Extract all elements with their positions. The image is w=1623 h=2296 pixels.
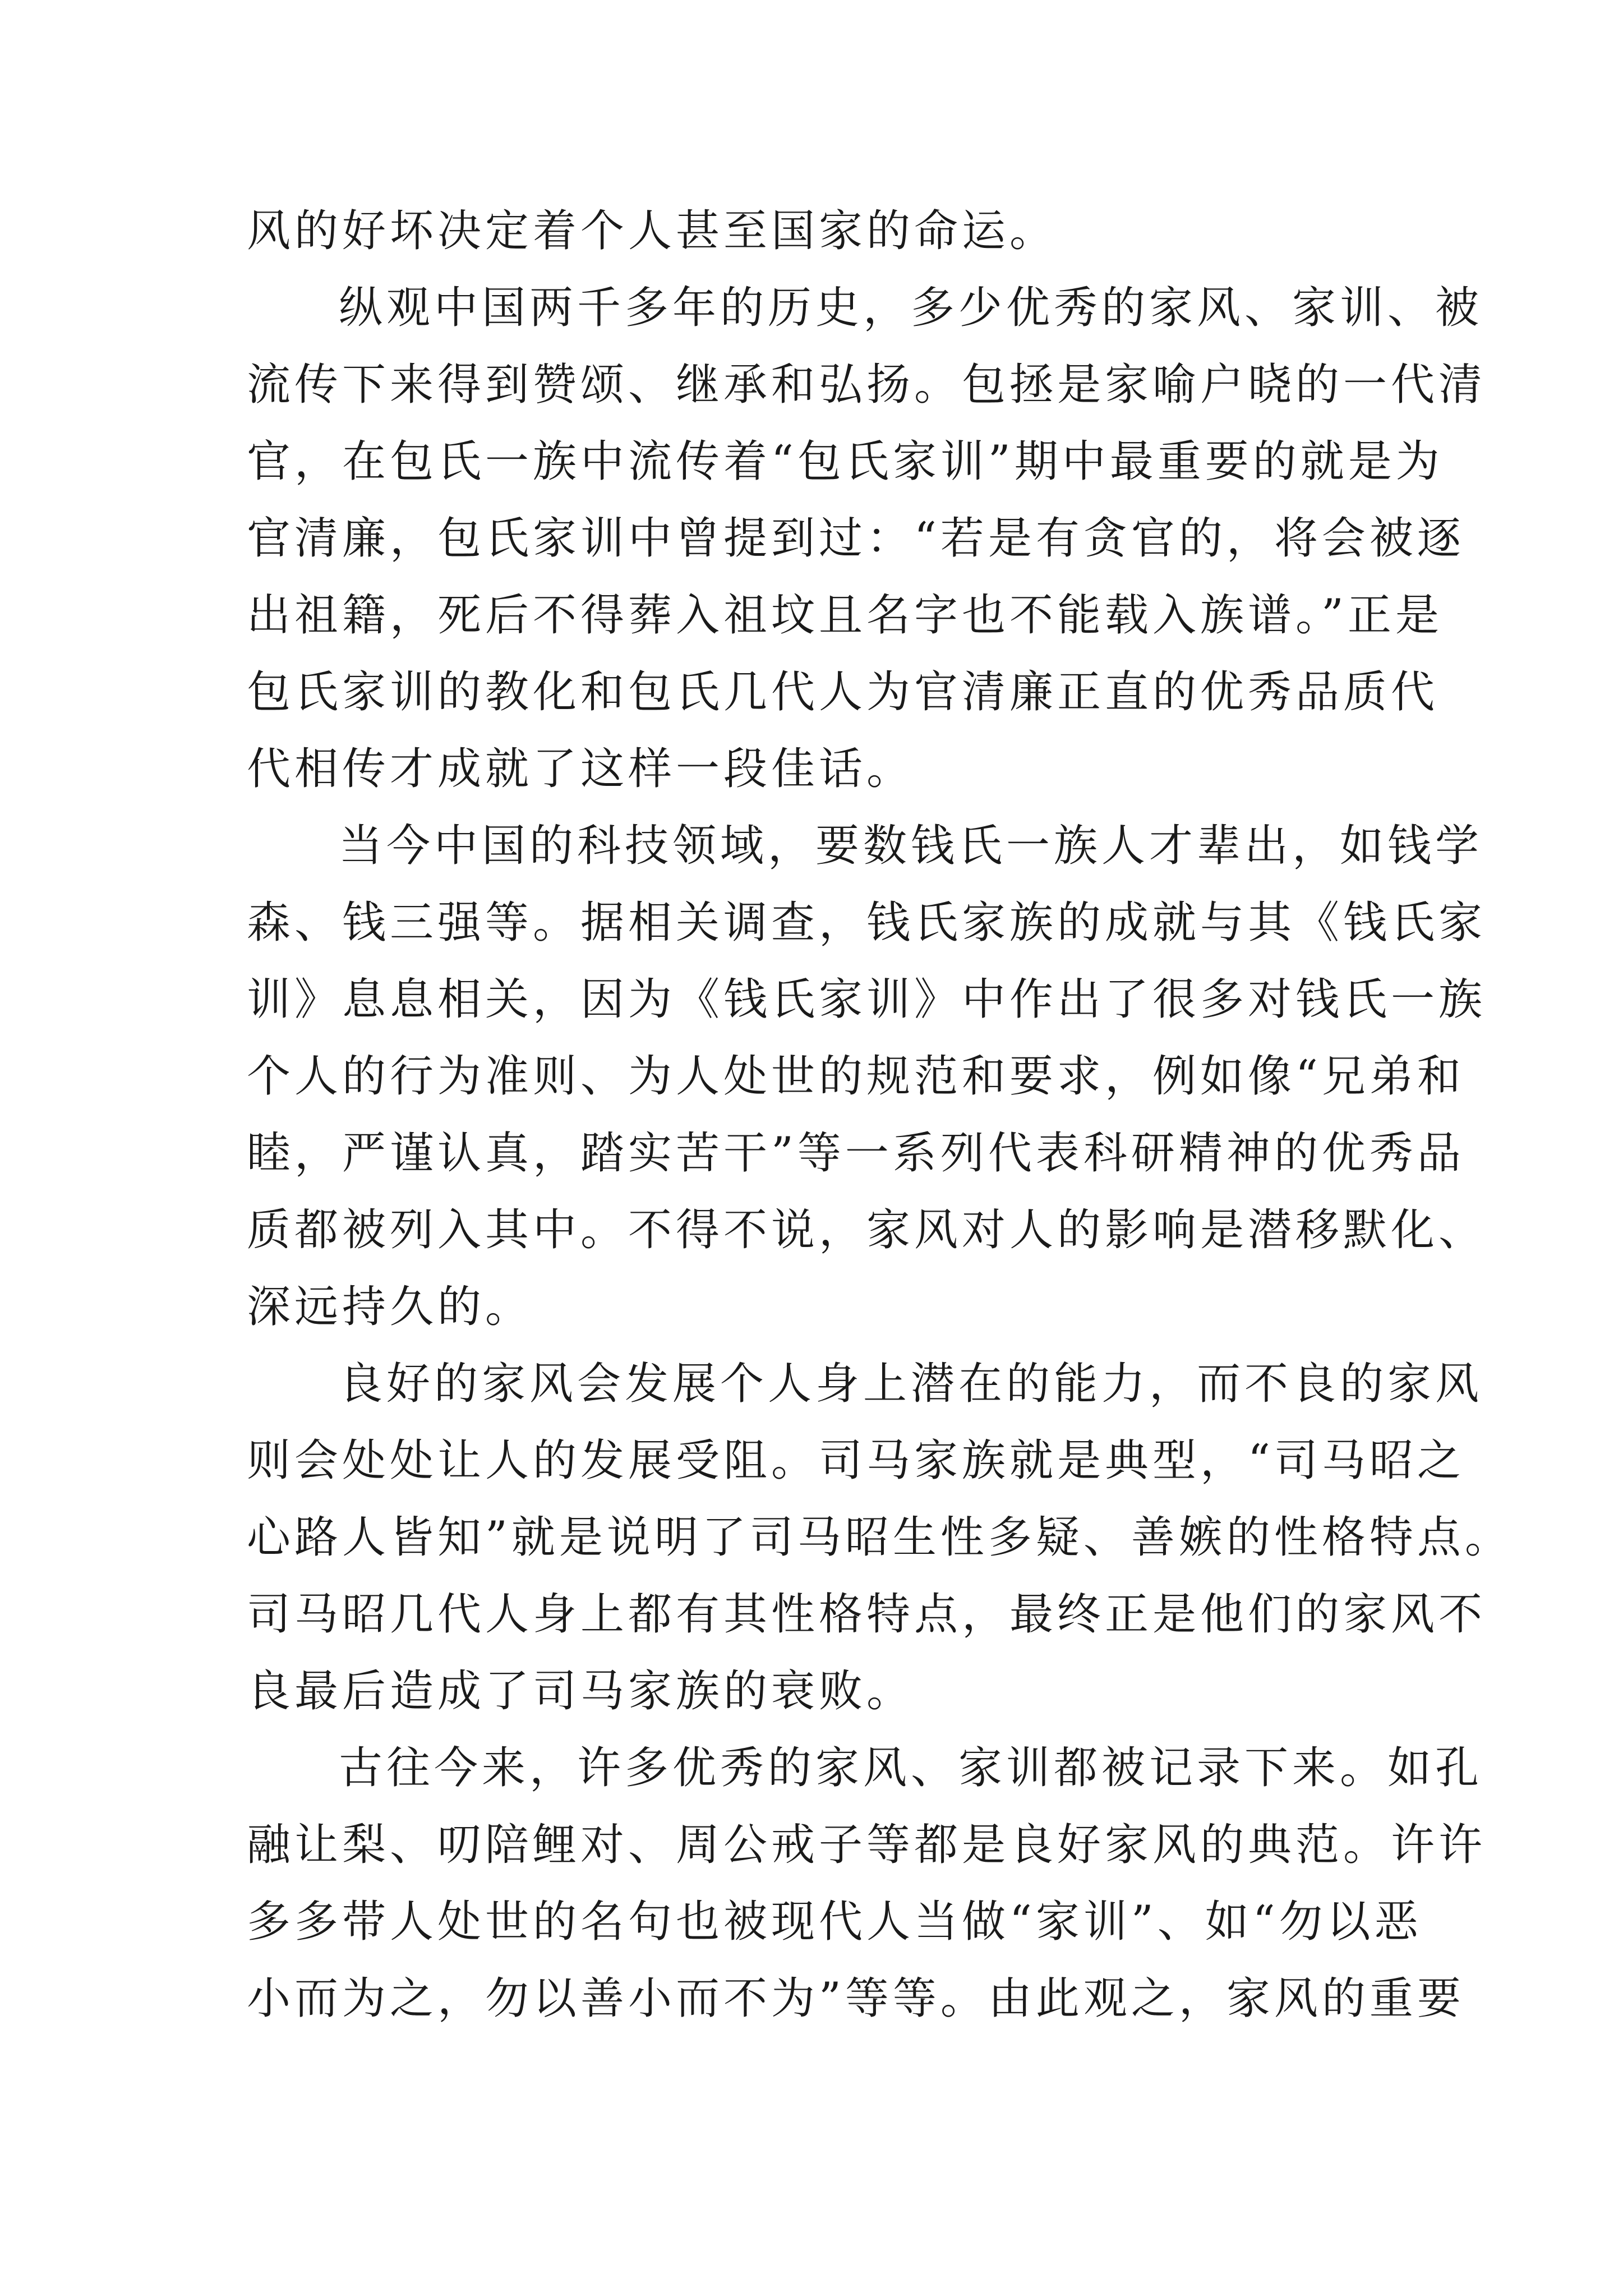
text-line: 森、钱三强等。据相关调查，钱氏家族的成就与其《钱氏家	[247, 898, 1487, 948]
text-line: 心路人皆知”就是说明了司马昭生性多疑、善嫉的性格特点。	[247, 1512, 1513, 1563]
paragraph-start-line: 古往今来，许多优秀的家风、家训都被记录下来。如孔	[339, 1743, 1483, 1793]
text-line: 质都被列入其中。不得不说，家风对人的影响是潜移默化、	[247, 1205, 1487, 1255]
essay-body	[247, 193, 1513, 2037]
text-line: 则会处处让人的发展受阻。司马家族就是典型，“司马昭之	[247, 1435, 1465, 1486]
text-line: 司马昭几代人身上都有其性格特点，最终正是他们的家风不	[247, 1589, 1487, 1640]
text-line: 包氏家训的教化和包氏几代人为官清廉正直的优秀品质代	[247, 667, 1439, 717]
paragraph-start-line: 纵观中国两千多年的历史，多少优秀的家风、家训、被	[339, 283, 1483, 333]
text-line: 个人的行为准则、为人处世的规范和要求，例如像“兄弟和	[247, 1051, 1465, 1102]
paragraph-start-line: 当今中国的科技领域，要数钱氏一族人才辈出，如钱学	[339, 821, 1483, 871]
text-line: 良最后造成了司马家族的衰败。	[247, 1666, 915, 1717]
text-line: 小而为之，勿以善小而不为”等等。由此观之，家风的重要	[247, 1973, 1465, 2024]
paragraph-start-line: 良好的家风会发展个人身上潜在的能力，而不良的家风	[339, 1359, 1483, 1409]
text-line: 官，在包氏一族中流传着“包氏家训”期中最重要的就是为	[247, 436, 1444, 487]
text-line: 官清廉，包氏家训中曾提到过：“若是有贪官的，将会被逐	[247, 513, 1465, 564]
text-line: 深远持久的。	[247, 1282, 533, 1332]
text-line: 训》息息相关，因为《钱氏家训》中作出了很多对钱氏一族	[247, 974, 1487, 1025]
text-line: 代相传才成就了这样一段佳话。	[247, 744, 915, 794]
text-line: 多多带人处世的名句也被现代人当做“家训”、如“勿以恶	[247, 1897, 1422, 1947]
text-line: 融让梨、叨陪鲤对、周公戒子等都是良好家风的典范。许许	[247, 1820, 1487, 1870]
text-line: 流传下来得到赞颂、继承和弘扬。包拯是家喻户晓的一代清	[247, 360, 1487, 410]
text-line: 出祖籍，死后不得葬入祖坟且名字也不能载入族谱。”正是	[247, 590, 1443, 641]
text-line: 睦，严谨认真，踏实苦干”等一系列代表科研精神的优秀品	[247, 1128, 1465, 1179]
text-line: 风的好坏决定着个人甚至国家的命运。	[247, 206, 1058, 256]
